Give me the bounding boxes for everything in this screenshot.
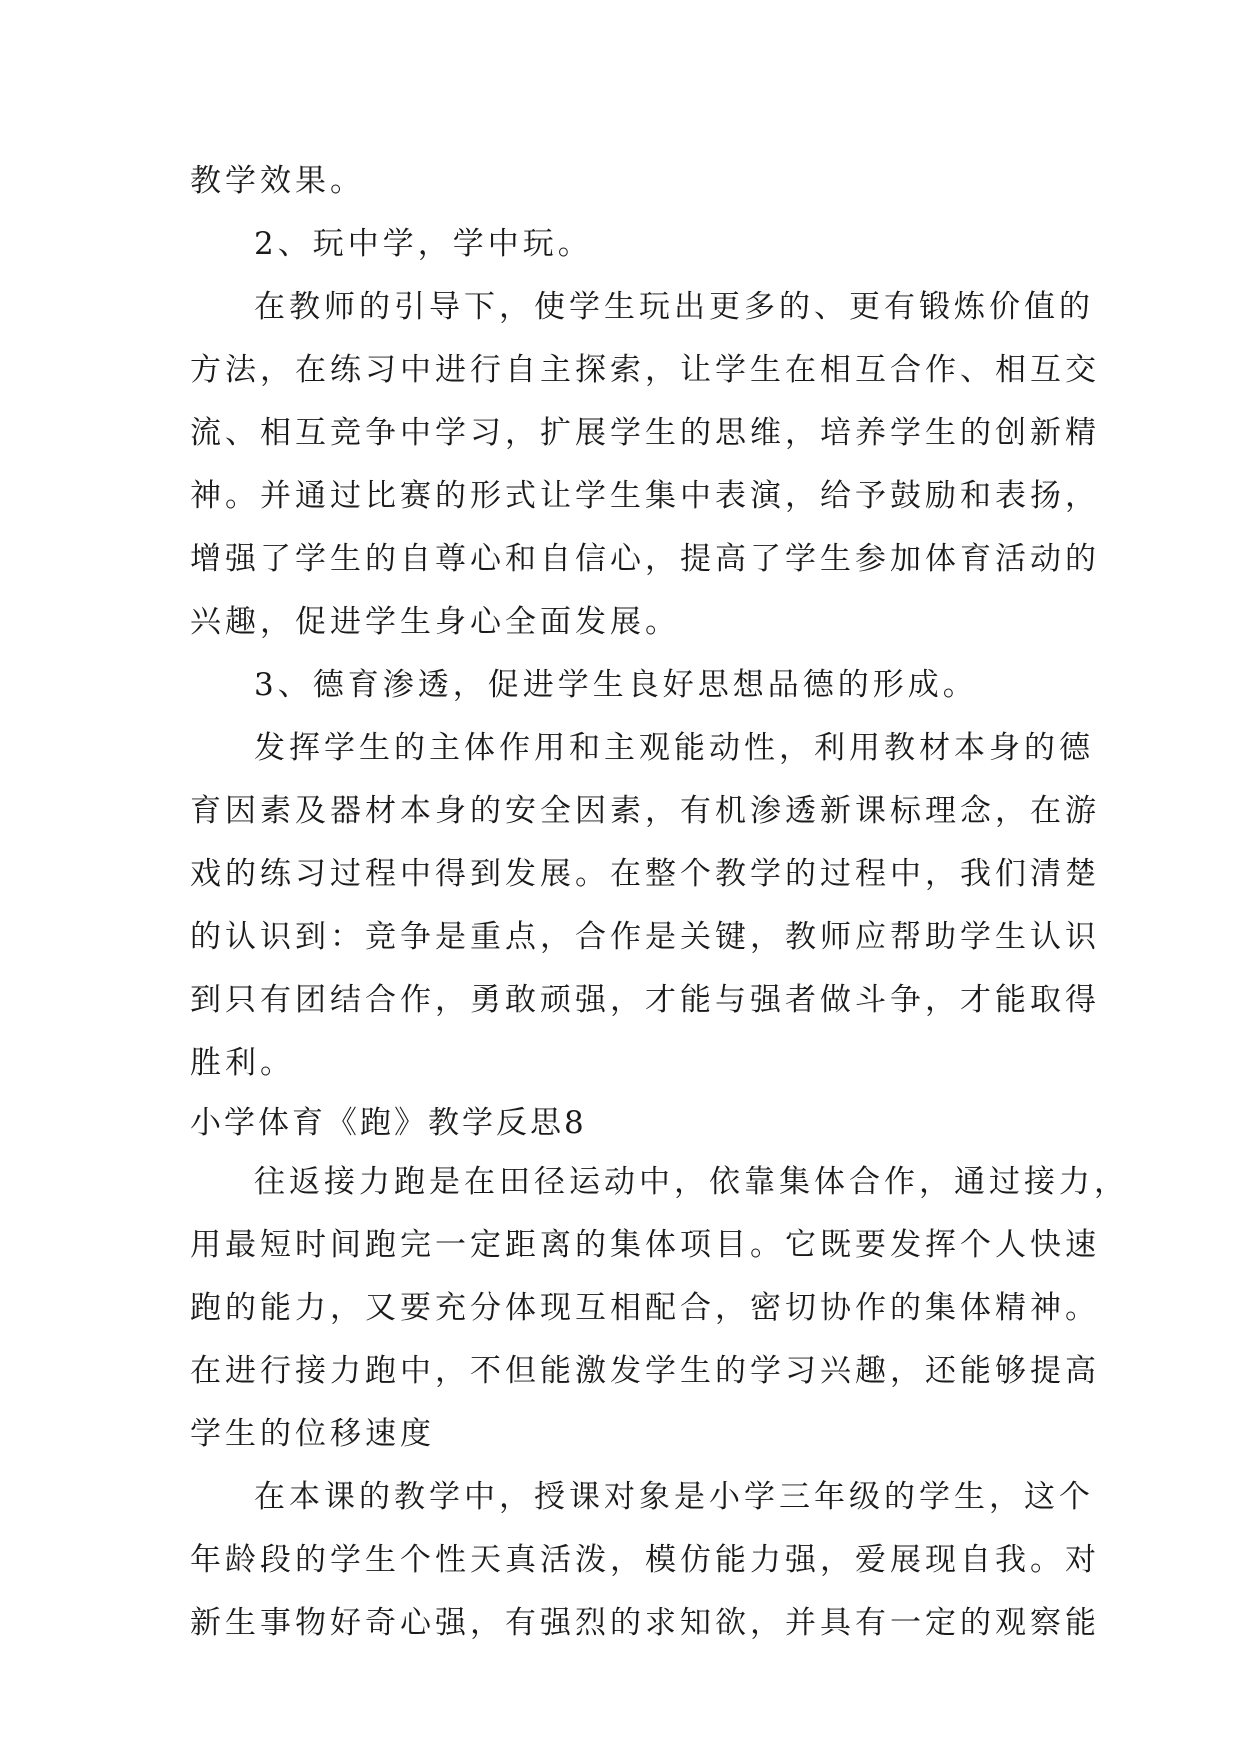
text-line: 教学效果。	[190, 163, 365, 199]
text-line: 2、玩中学，学中玩。	[254, 226, 593, 262]
text-line: 年龄段的学生个性天真活泼，模仿能力强，爱展现自我。对	[190, 1542, 1100, 1578]
text-line: 流、相互竞争中学习，扩展学生的思维，培养学生的创新精	[190, 415, 1100, 451]
text-line: 在本课的教学中，授课对象是小学三年级的学生，这个	[254, 1479, 1094, 1515]
text-line: 方法，在练习中进行自主探索，让学生在相互合作、相互交	[190, 352, 1100, 388]
text-line: 在进行接力跑中，不但能激发学生的学习兴趣，还能够提高	[190, 1353, 1100, 1389]
text-line: 兴趣，促进学生身心全面发展。	[190, 604, 680, 640]
text-line: 发挥学生的主体作用和主观能动性，利用教材本身的德	[254, 730, 1094, 766]
text-line: 3、德育渗透，促进学生良好思想品德的形成。	[254, 667, 978, 703]
text-line: 学生的位移速度	[190, 1416, 435, 1452]
text-line: 神。并通过比赛的形式让学生集中表演，给予鼓励和表扬，	[190, 478, 1100, 514]
document-page	[190, 150, 1129, 1655]
text-line: 增强了学生的自尊心和自信心，提高了学生参加体育活动的	[190, 541, 1100, 577]
text-line: 到只有团结合作，勇敢顽强，才能与强者做斗争，才能取得	[190, 982, 1100, 1018]
text-line: 用最短时间跑完一定距离的集体项目。它既要发挥个人快速	[190, 1227, 1100, 1263]
text-line: 在教师的引导下，使学生玩出更多的、更有锻炼价值的	[254, 289, 1094, 325]
section-heading: 小学体育《跑》教学反思8	[190, 1105, 587, 1141]
text-line: 戏的练习过程中得到发展。在整个教学的过程中，我们清楚	[190, 856, 1100, 892]
text-line: 育因素及器材本身的安全因素，有机渗透新课标理念，在游	[190, 793, 1100, 829]
text-line: 新生事物好奇心强，有强烈的求知欲，并具有一定的观察能	[190, 1605, 1100, 1641]
text-line: 跑的能力，又要充分体现互相配合，密切协作的集体精神。	[190, 1290, 1100, 1326]
text-line: 胜利。	[190, 1045, 295, 1081]
text-line: 的认识到：竞争是重点，合作是关键，教师应帮助学生认识	[190, 919, 1100, 955]
text-line: 往返接力跑是在田径运动中，依靠集体合作，通过接力，	[254, 1164, 1129, 1200]
